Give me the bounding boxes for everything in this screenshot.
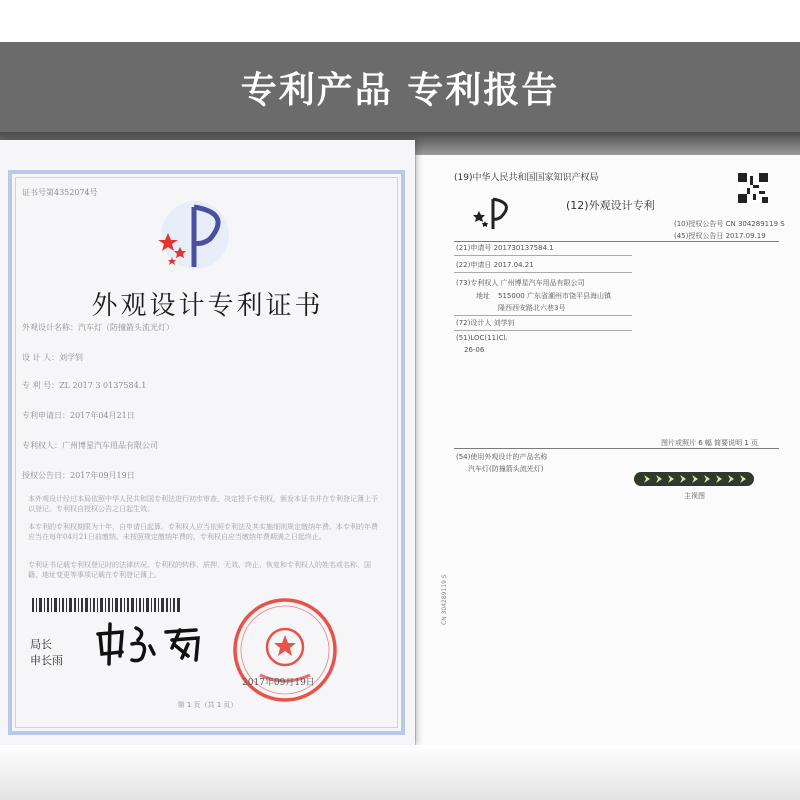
patent-app-no: (21)申请号 201730137584.1 [456, 244, 554, 252]
seal-date: 2017年09月19日 [242, 678, 315, 688]
patent-pub-no: (10)授权公告号 CN 304289119 S [674, 220, 785, 228]
patent-office-logo-icon [150, 195, 240, 275]
patent-office-logo-icon [471, 195, 521, 231]
divider [454, 448, 779, 449]
title-banner [0, 42, 800, 132]
patent-address-line1: 515000 广东省潮州市饶平县海山镇 [498, 292, 611, 300]
director-name: 申长雨 [30, 654, 63, 667]
patent-product-name-label: (54)使用外观设计的产品名称 [456, 453, 548, 461]
qr-code-icon [738, 173, 768, 203]
director-title: 局长 [30, 638, 52, 651]
certificate-paragraph: 专利证书记载专利权登记时的法律状况。专利权的转移、质押、无效、终止、恢复和专利权人的姓名或名称、国籍、地址变更等事项记载在专利登记簿上。 [28, 561, 371, 579]
patent-product-name: 汽车灯(防撞箭头流光灯) [468, 465, 544, 473]
patent-type: (12)外观设计专利 [566, 199, 655, 212]
patent-authority: (19)中华人民共和国国家知识产权局 [454, 173, 599, 183]
divider [454, 272, 632, 273]
certificate-number: 证书号第4352074号 [22, 188, 98, 197]
patent-address-label: 地址 [476, 292, 490, 300]
certificate-page-number: 第 1 页（共 1 页） [177, 701, 238, 709]
certificate-title: 外观设计专利证书 [91, 291, 324, 321]
patent-owner: (73)专利权人 广州博星汽车用品有限公司 [456, 279, 585, 287]
patent-view-label: 主视图 [684, 492, 705, 500]
patent-address-line2: 隆西西安路北六巷3号 [498, 304, 566, 312]
patent-loc: (51)LOC(11)Cl. [456, 334, 508, 342]
design-patent-certificate [0, 140, 415, 745]
patent-summary: 图片或照片 6 幅 简要说明 1 页 [661, 439, 759, 447]
product-light-image [634, 469, 754, 489]
official-seal [230, 595, 340, 705]
divider [454, 315, 632, 316]
patent-pub-date: (45)授权公告日 2017.09.19 [674, 232, 766, 240]
patent-announcement-page [415, 155, 800, 745]
patent-side-code: CN 304289119 S [441, 574, 448, 625]
patent-loc-class: 26-06 [464, 346, 485, 354]
divider [454, 241, 779, 242]
certificate-field: 专 利 号：ZL 2017 3 0137584.1 [22, 381, 147, 390]
divider [454, 255, 632, 256]
barcode-icon [32, 598, 182, 612]
patent-designer: (72)设计人 刘学钊 [456, 319, 515, 327]
certificate-field: 授权公告日：2017年09月19日 [22, 471, 135, 480]
divider [454, 330, 632, 331]
certificate-field: 设 计 人：刘学钊 [22, 353, 84, 362]
certificate-paragraph: 本专利的专利权期限为十年，自申请日起算。专利权人应当依照专利法及其实施细则规定缴纳年费。本专利的年费应当在每年04月21日前缴纳。未按照规定缴纳年费的，专利权自应当缴纳年费期满之日起终止。 [28, 523, 378, 541]
banner-title: 专利产品 专利报告 [240, 69, 560, 111]
bottom-background [0, 745, 800, 800]
certificate-field: 外观设计名称：汽车灯（防撞箭头流光灯） [22, 323, 174, 332]
patent-app-date: (22)申请日 2017.04.21 [456, 261, 534, 269]
certificate-field: 专利申请日：2017年04月21日 [22, 411, 135, 420]
certificate-field: 专利权人：广州博星汽车用品有限公司 [22, 441, 158, 450]
certificate-paragraph: 本外观设计经过本局依照中华人民共和国专利法进行初步审查，决定授予专利权，颁发本证书并在专利登记簿上予以登记。专利权自授权公告之日起生效。 [28, 495, 378, 513]
director-signature [92, 618, 212, 668]
